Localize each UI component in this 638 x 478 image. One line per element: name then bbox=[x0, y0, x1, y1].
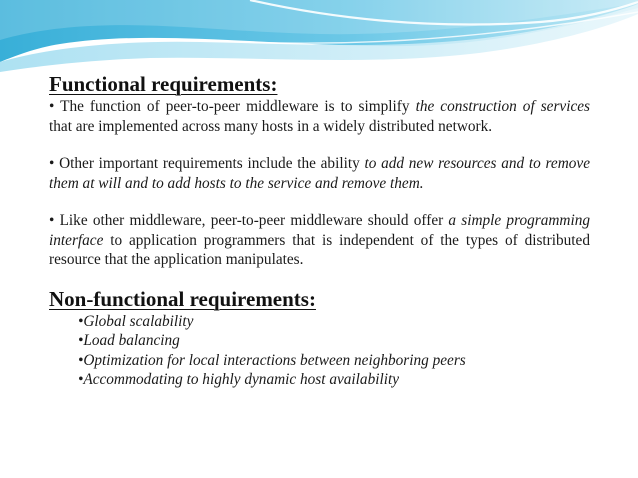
bullet: • bbox=[49, 98, 55, 115]
emphasized-text: to add new resources and to remove them at will and to add hosts to the service and remove them. bbox=[49, 155, 590, 192]
paragraph-text: The function of peer-to-peer middleware is to simplify bbox=[54, 98, 416, 115]
paragraph-text: to application programmers that is independent of the types of distributed resource that the application manipulates. bbox=[49, 231, 590, 268]
functional-requirements-heading: Functional requirements: bbox=[49, 72, 278, 96]
slide-content bbox=[49, 71, 590, 390]
emphasized-text: a simple programming interface bbox=[49, 212, 591, 249]
bullet: • bbox=[49, 212, 55, 229]
paragraph-text: Like other middleware, peer-to-peer middleware should offer bbox=[54, 212, 449, 229]
non-functional-requirements-heading: Non-functional requirements: bbox=[49, 286, 316, 311]
emphasized-text: the construction of services bbox=[415, 98, 590, 115]
functional-requirements-list bbox=[49, 97, 590, 270]
paragraph-text: Other important requirements include the ability bbox=[54, 155, 365, 172]
non-functional-requirements-list bbox=[49, 312, 590, 390]
non-functional-requirement-item: •Global scalability bbox=[78, 312, 194, 330]
paragraph-text: that are implemented across many hosts in a widely distributed network. bbox=[49, 117, 493, 135]
functional-requirement-paragraph bbox=[49, 154, 590, 193]
bullet: • bbox=[49, 155, 55, 172]
functional-requirement-paragraph bbox=[49, 97, 590, 136]
non-functional-requirement-item: •Optimization for local interactions between neighboring peers bbox=[78, 351, 466, 369]
functional-requirement-paragraph bbox=[49, 211, 590, 270]
decorative-wave-banner bbox=[0, 0, 638, 80]
non-functional-requirement-item: •Accommodating to highly dynamic host availability bbox=[78, 371, 400, 388]
non-functional-requirement-item: •Load balancing bbox=[78, 332, 180, 349]
